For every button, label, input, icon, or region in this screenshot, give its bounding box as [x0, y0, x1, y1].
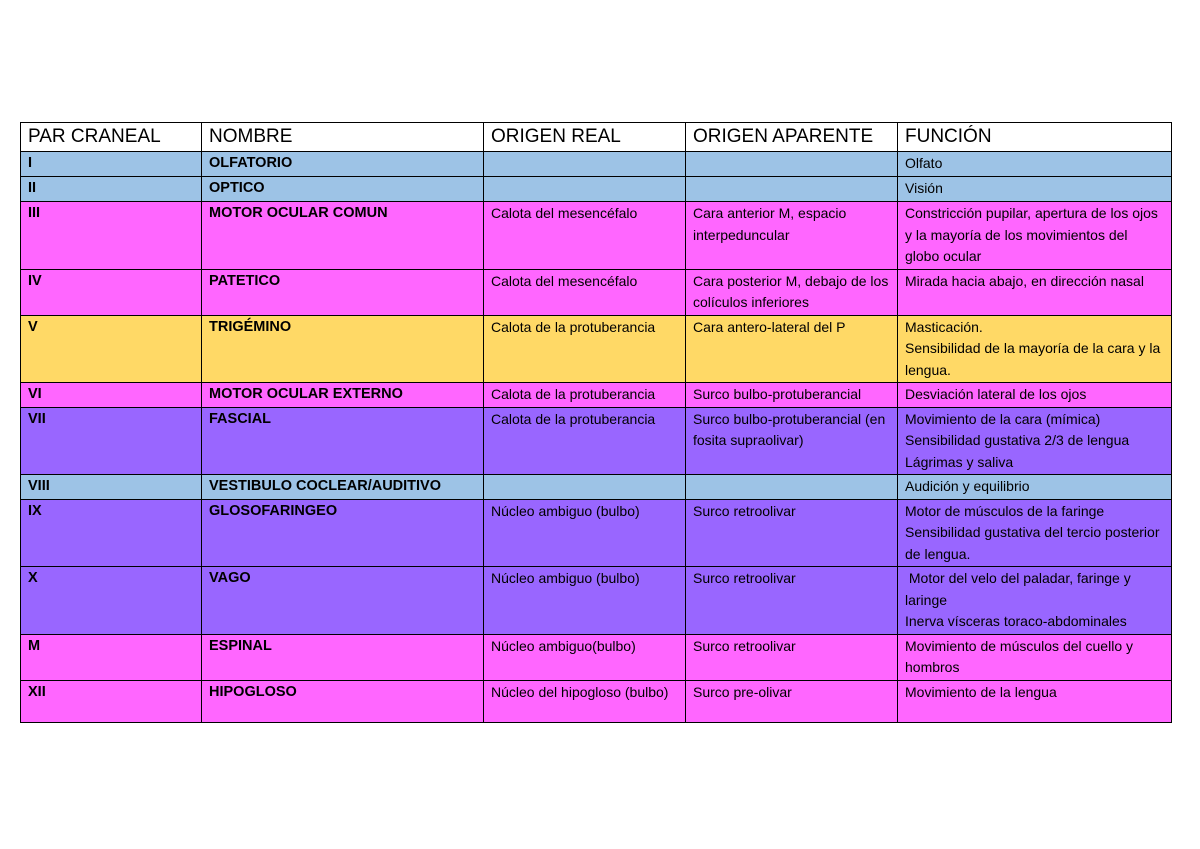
table-row [21, 634, 1172, 680]
header-origen-aparente: ORIGEN APARENTE [686, 123, 898, 152]
cell-nombre: GLOSOFARINGEO [202, 499, 484, 567]
cell-real: Núcleo ambiguo (bulbo) [484, 499, 686, 567]
cell-par: IX [21, 499, 202, 567]
cell-nombre: FASCIAL [202, 407, 484, 475]
cell-real: Calota del mesencéfalo [484, 269, 686, 315]
cell-funcion: Movimiento de la cara (mímica) Sensibilidad gustativa 2/3 de lengua Lágrimas y saliva [898, 407, 1172, 475]
cell-nombre: MOTOR OCULAR COMUN [202, 202, 484, 270]
cell-par: II [21, 177, 202, 202]
table-row [21, 269, 1172, 315]
cell-funcion: Masticación. Sensibilidad de la mayoría de la cara y la lengua. [898, 315, 1172, 383]
cell-real: Calota de la protuberancia [484, 315, 686, 383]
table-row [21, 177, 1172, 202]
cranial-nerves-table [20, 122, 1172, 723]
cell-funcion: Motor de músculos de la faringe Sensibilidad gustativa del tercio posterior de lengua. [898, 499, 1172, 567]
cell-aparente: Cara posterior M, debajo de los colículos inferiores [686, 269, 898, 315]
cell-aparente: Surco bulbo-protuberancial [686, 383, 898, 408]
cell-par: M [21, 634, 202, 680]
cell-par: VI [21, 383, 202, 408]
table-row [21, 152, 1172, 177]
cell-funcion: Desviación lateral de los ojos [898, 383, 1172, 408]
table-row [21, 499, 1172, 567]
cell-nombre: PATETICO [202, 269, 484, 315]
cell-funcion: Motor del velo del paladar, faringe y laringe Inerva vísceras toraco-abdominales [898, 567, 1172, 635]
cell-par: X [21, 567, 202, 635]
cell-funcion: Mirada hacia abajo, en dirección nasal [898, 269, 1172, 315]
header-origen-real: ORIGEN REAL [484, 123, 686, 152]
cell-aparente: Surco retroolivar [686, 499, 898, 567]
cell-aparente [686, 177, 898, 202]
cell-par: VIII [21, 475, 202, 500]
cell-nombre: HIPOGLOSO [202, 680, 484, 722]
cell-aparente: Surco retroolivar [686, 634, 898, 680]
cell-par: VII [21, 407, 202, 475]
cell-real: Calota de la protuberancia [484, 407, 686, 475]
cell-aparente: Surco pre-olivar [686, 680, 898, 722]
cell-nombre: ESPINAL [202, 634, 484, 680]
cell-real [484, 177, 686, 202]
table-row [21, 202, 1172, 270]
header-funcion: FUNCIÓN [898, 123, 1172, 152]
table-row [21, 475, 1172, 500]
table-row [21, 567, 1172, 635]
cell-aparente: Cara anterior M, espacio interpeduncular [686, 202, 898, 270]
cell-real: Núcleo ambiguo (bulbo) [484, 567, 686, 635]
header-par-craneal: PAR CRANEAL [21, 123, 202, 152]
cell-funcion: Movimiento de músculos del cuello y hombros [898, 634, 1172, 680]
cell-par: III [21, 202, 202, 270]
cell-aparente: Surco bulbo-protuberancial (en fosita supraolivar) [686, 407, 898, 475]
cell-par: V [21, 315, 202, 383]
cell-nombre: OLFATORIO [202, 152, 484, 177]
header-row [21, 123, 1172, 152]
cell-par: IV [21, 269, 202, 315]
cell-nombre: OPTICO [202, 177, 484, 202]
table-row [21, 315, 1172, 383]
header-nombre: NOMBRE [202, 123, 484, 152]
cell-aparente [686, 475, 898, 500]
cell-funcion: Visión [898, 177, 1172, 202]
cell-funcion: Constricción pupilar, apertura de los ojos y la mayoría de los movimientos del globo ocular [898, 202, 1172, 270]
cell-nombre: VESTIBULO COCLEAR/AUDITIVO [202, 475, 484, 500]
table-row [21, 383, 1172, 408]
cell-aparente: Surco retroolivar [686, 567, 898, 635]
cell-aparente: Cara antero-lateral del P [686, 315, 898, 383]
cell-real: Núcleo ambiguo(bulbo) [484, 634, 686, 680]
cell-aparente [686, 152, 898, 177]
cell-real [484, 475, 686, 500]
cell-funcion: Audición y equilibrio [898, 475, 1172, 500]
cell-nombre: TRIGÉMINO [202, 315, 484, 383]
cell-par: XII [21, 680, 202, 722]
cell-real [484, 152, 686, 177]
cell-funcion: Olfato [898, 152, 1172, 177]
table-row [21, 680, 1172, 722]
cell-nombre: MOTOR OCULAR EXTERNO [202, 383, 484, 408]
cell-real: Calota del mesencéfalo [484, 202, 686, 270]
cell-nombre: VAGO [202, 567, 484, 635]
cell-real: Núcleo del hipogloso (bulbo) [484, 680, 686, 722]
cell-funcion: Movimiento de la lengua [898, 680, 1172, 722]
cell-real: Calota de la protuberancia [484, 383, 686, 408]
table-row [21, 407, 1172, 475]
cell-par: I [21, 152, 202, 177]
